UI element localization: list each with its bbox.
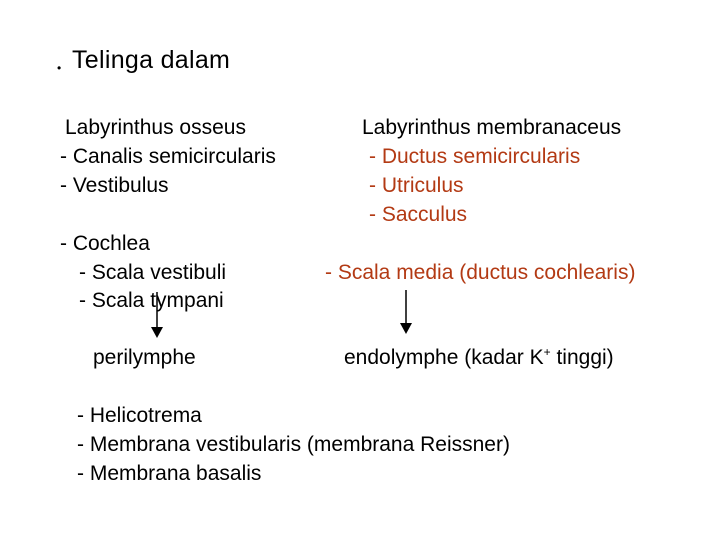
bottom-item-helicotrema: - Helicotrema bbox=[77, 404, 202, 427]
left-item-scala-tympani: - Scala tympani bbox=[79, 289, 224, 312]
bottom-item-membrana-vestibularis: - Membrana vestibularis (membrana Reissner) bbox=[77, 433, 510, 456]
left-heading: Labyrinthus osseus bbox=[65, 116, 246, 139]
right-fluid-label bbox=[344, 347, 614, 368]
slide-title: Telinga dalam bbox=[72, 46, 231, 74]
right-item-scala-media: - Scala media (ductus cochlearis) bbox=[325, 261, 636, 284]
right-heading: Labyrinthus membranaceus bbox=[362, 116, 622, 139]
left-item-vestibulus: - Vestibulus bbox=[60, 174, 169, 197]
title-bullet: • bbox=[57, 61, 62, 75]
right-item-utriculus: - Utriculus bbox=[369, 174, 464, 197]
left-item-cochlea: - Cochlea bbox=[60, 232, 150, 255]
left-fluid-label: perilymphe bbox=[93, 346, 196, 369]
left-item-scala-vestibuli: - Scala vestibuli bbox=[79, 261, 227, 284]
down-arrow-icon bbox=[147, 291, 167, 339]
right-fluid-suffix: tinggi) bbox=[550, 346, 614, 369]
right-item-ductus-semicircularis: - Ductus semicircularis bbox=[369, 145, 581, 168]
right-item-sacculus: - Sacculus bbox=[369, 203, 468, 226]
right-fluid-superscript: + bbox=[543, 345, 551, 359]
right-fluid-prefix: endolymphe (kadar K bbox=[344, 346, 544, 369]
left-item-canalis: - Canalis semicircularis bbox=[60, 145, 276, 168]
down-arrow-icon bbox=[396, 289, 416, 335]
bottom-item-membrana-basalis: - Membrana basalis bbox=[77, 462, 262, 485]
